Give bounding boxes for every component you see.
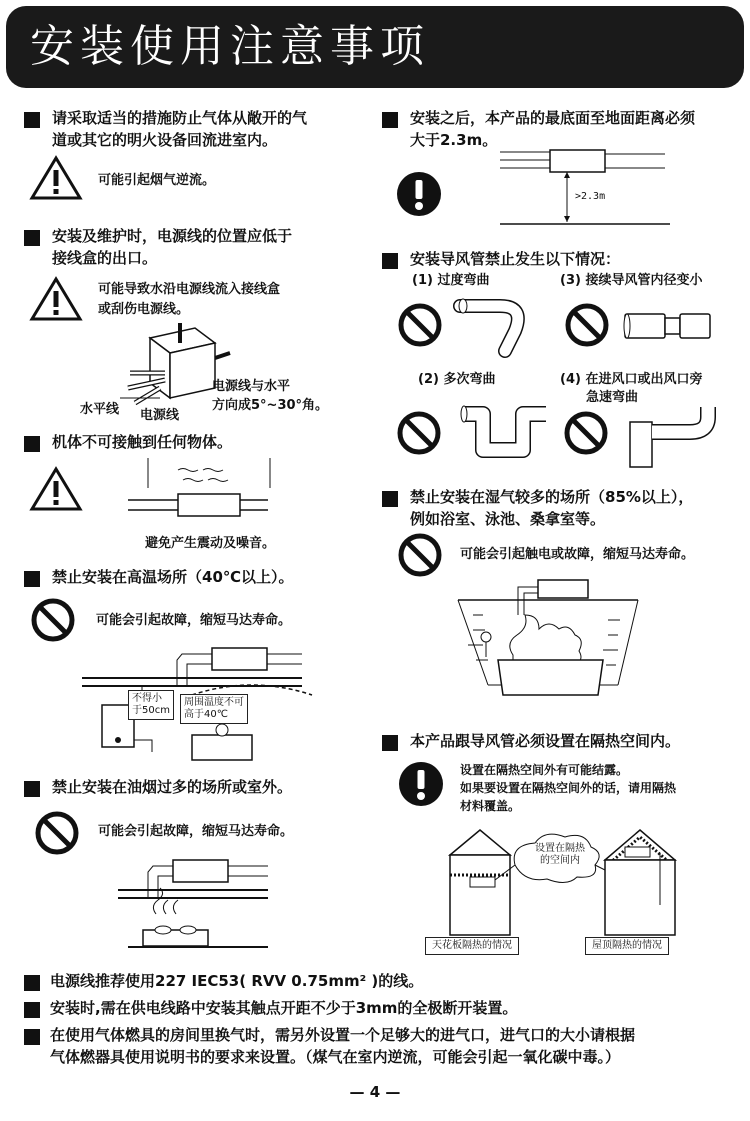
left-s2-angle1: 电源线与水平: [212, 379, 291, 394]
temperature-box-line1: 周围温度不可: [184, 697, 244, 708]
bullet-square: [24, 112, 40, 128]
height-illustration: [500, 140, 670, 230]
temperature-box-line2: 高于40℃: [184, 709, 228, 720]
left-s2-line2: 接线盒的出口。: [52, 249, 158, 267]
warning-icon: [30, 276, 82, 322]
right-s2-case1: (1) 过度弯曲: [412, 273, 490, 288]
bullet-square: [382, 491, 398, 507]
warning-icon: [30, 155, 82, 201]
bullet-square: [24, 781, 40, 797]
left-s2-horizontal-label: 水平线: [80, 402, 120, 417]
right-s2-line1: 安装导风管禁止发生以下情况：: [410, 250, 621, 268]
left-s2-angle2: 方向成5°~30°角。: [212, 398, 329, 413]
left-s5-line1: 禁止安装在油烟过多的场所或室外。: [52, 778, 293, 796]
bullet-square: [382, 735, 398, 751]
distance-box-line2: 于50cm: [132, 705, 170, 716]
page-number: — 4 —: [349, 1083, 401, 1101]
left-s2-note2: 或刮伤电源线。: [98, 302, 190, 317]
left-s3-caption: 避免产生震动及噪音。: [145, 536, 276, 551]
bullet-square: [24, 230, 40, 246]
right-s2-case4-line1: (4) 在进风口或出风口旁: [560, 372, 703, 387]
right-s1-dimension: >2.3m: [575, 191, 606, 202]
oil-smoke-illustration: [118, 852, 273, 952]
right-s3-note: 可能会引起触电或故障，缩短马达寿命。: [460, 547, 695, 562]
narrowing-duct-illustration: [620, 310, 715, 342]
bullet-square: [382, 253, 398, 269]
bullet-square: [382, 112, 398, 128]
excessive-bend-illustration: [455, 296, 530, 356]
left-s2-cable-label: 电源线: [140, 408, 180, 423]
prohibited-icon: [396, 410, 442, 456]
insulation-bubble-line1: 设置在隔热: [535, 843, 585, 854]
right-s4-note2: 如果要设置在隔热空间外的话，请用隔热: [460, 781, 677, 795]
bullet-square: [24, 436, 40, 452]
left-s2-note1: 可能导致水沿电源线流入接线盒: [98, 282, 281, 297]
right-s4-note1: 设置在隔热空间外有可能结露。: [460, 763, 629, 777]
roof-insulation-caption: 屋顶隔热的情况: [585, 937, 669, 955]
right-s4-line1: 本产品跟导风管必须设置在隔热空间内。: [410, 732, 681, 750]
left-s1-line2: 道或其它的明火设备回流进室内。: [52, 131, 278, 149]
right-s4-note3: 材料覆盖。: [460, 799, 521, 813]
bottom-note-1: 电源线推荐使用227 IEC53( RVV 0.75mm² )的线。: [50, 972, 424, 990]
insulation-bubble-line2: 的空间内: [540, 855, 580, 866]
prohibited-icon: [397, 532, 443, 578]
right-s1-line2: 大于2.3m。: [410, 131, 498, 149]
ceiling-insulation-caption: 天花板隔热的情况: [425, 937, 519, 955]
right-s3-line1: 禁止安装在湿气较多的场所（85%以上），: [410, 488, 694, 506]
left-s4-line1: 禁止安装在高温场所（40℃以上）。: [52, 568, 294, 586]
left-s1-note: 可能引起烟气逆流。: [98, 173, 216, 188]
distance-box-line1: 不得小: [132, 693, 162, 704]
right-s2-case4-line2: 急速弯曲: [586, 390, 639, 405]
sharp-bend-illustration: [630, 402, 720, 472]
mandatory-icon: [396, 171, 442, 217]
bullet-square: [24, 571, 40, 587]
bottom-note-3-line1: 在使用气体燃具的房间里换气时，需另外设置一个足够大的进气口，进气口的大小请根据: [50, 1026, 636, 1044]
title-banner: [6, 6, 744, 88]
left-s2-line1: 安装及维护时，电源线的位置应低于: [52, 227, 293, 245]
left-s5-note: 可能会引起故障，缩短马达寿命。: [98, 824, 294, 839]
prohibited-icon: [397, 302, 443, 348]
bathroom-illustration: [458, 575, 638, 705]
left-s3-line1: 机体不可接触到任何物体。: [52, 433, 233, 451]
bullet-square: [24, 1029, 40, 1045]
bullet-square: [24, 975, 40, 991]
left-s1-line1: 请采取适当的措施防止气体从敞开的气: [52, 109, 308, 127]
multiple-bends-illustration: [458, 402, 550, 462]
right-s2-case3: (3) 接续导风管内径变小: [560, 273, 703, 288]
right-s3-line2: 例如浴室、泳池、桑拿室等。: [410, 510, 606, 528]
fan-unit-illustration: [128, 458, 273, 523]
right-s1-line1: 安装之后，本产品的最底面至地面距离必须: [410, 109, 696, 127]
left-s4-note: 可能会引起故障，缩短马达寿命。: [96, 613, 292, 628]
right-s2-case2: (2) 多次弯曲: [418, 372, 496, 387]
page-title: 安装使用注意事项: [30, 21, 430, 72]
bottom-note-3-line2: 气体燃器具使用说明书的要求来设置。（煤气在室内逆流，可能会引起一氧化碳中毒。）: [50, 1048, 621, 1066]
warning-icon: [30, 466, 82, 512]
prohibited-icon: [30, 597, 76, 643]
mandatory-icon: [398, 761, 444, 807]
prohibited-icon: [34, 810, 80, 856]
bottom-note-2: 安装时,需在供电线路中安装其触点开距不少于3mm的全极断开装置。: [50, 999, 518, 1017]
bullet-square: [24, 1002, 40, 1018]
prohibited-icon: [563, 410, 609, 456]
distance-box: [128, 690, 174, 720]
temperature-box: [180, 694, 248, 724]
prohibited-icon: [564, 302, 610, 348]
